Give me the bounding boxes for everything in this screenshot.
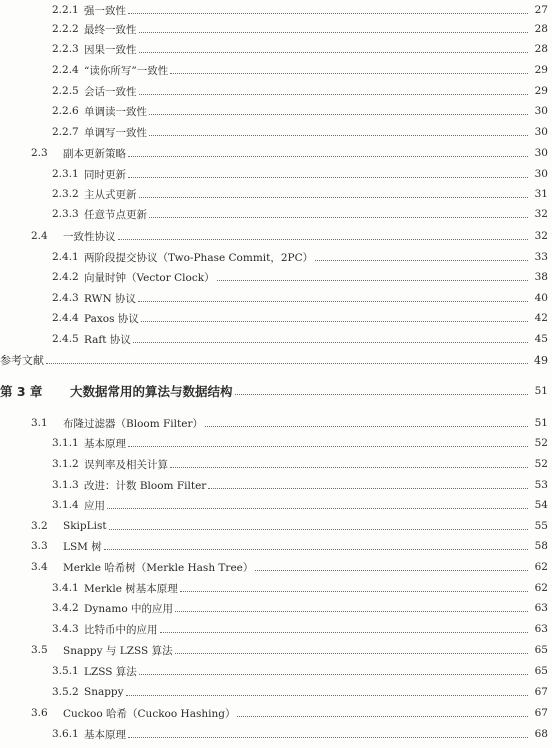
entry-page-number: 62 [534, 561, 548, 573]
entry-page-number: 31 [534, 188, 548, 200]
entry-title: LZSS 算法 [84, 665, 137, 678]
toc-entry [0, 0, 552, 20]
entry-page-number: 67 [534, 686, 548, 698]
entry-title: 两阶段提交协议（Two-Phase Commit，2PC） [84, 251, 314, 264]
dot-leader [237, 716, 528, 717]
toc-entry [0, 495, 552, 515]
entry-title: 副本更新策略 [63, 147, 126, 160]
dot-leader [126, 695, 528, 696]
dot-leader [104, 549, 528, 550]
entry-page-number: 55 [534, 520, 548, 532]
entry-page-number: 28 [534, 43, 548, 55]
entry-title: 单调写一致性 [84, 126, 147, 139]
dot-leader [109, 529, 528, 530]
dot-leader [149, 217, 528, 218]
toc-entry [0, 536, 552, 556]
toc-entry [0, 475, 552, 495]
dot-leader [139, 94, 529, 95]
entry-page-number: 63 [534, 623, 548, 635]
entry-title: Cuckoo 哈希（Cuckoo Hashing） [63, 707, 236, 720]
dot-leader [139, 32, 529, 33]
dot-leader [217, 280, 528, 281]
dot-leader [255, 570, 528, 571]
dot-leader [107, 508, 528, 509]
entry-number: 3.5.2 [52, 686, 79, 698]
toc-entry [0, 122, 552, 142]
entry-number: 2.3.1 [52, 168, 79, 180]
entry-title: 基本原理 [84, 437, 126, 450]
entry-number: 3.1 [31, 417, 48, 429]
entry-number: 第 3 章 [0, 384, 43, 399]
entry-page-number: 67 [534, 707, 548, 719]
entry-page-number: 30 [534, 168, 548, 180]
toc-entry [0, 724, 552, 744]
toc-entry [0, 60, 552, 80]
entry-title: 任意节点更新 [84, 208, 147, 221]
entry-title: 最终一致性 [84, 23, 137, 36]
toc-entry [0, 578, 552, 598]
entry-number: 2.2.6 [52, 105, 79, 117]
entry-title: Dynamo 中的应用 [84, 602, 173, 615]
entry-number: 2.4.4 [52, 312, 79, 324]
entry-page-number: 29 [534, 64, 548, 76]
entry-page-number: 52 [534, 458, 548, 470]
dot-leader [175, 611, 528, 612]
toc-entry [0, 288, 552, 308]
dot-leader [139, 197, 529, 198]
dot-leader [180, 591, 528, 592]
entry-title: LSM 树 [63, 540, 102, 553]
entry-number: 3.1.2 [52, 458, 79, 470]
entry-title: Merkle 树基本原理 [84, 582, 178, 595]
entry-number: 2.3.2 [52, 188, 79, 200]
toc-entry [0, 101, 552, 121]
entry-title: 同时更新 [84, 168, 126, 181]
dot-leader [118, 239, 529, 240]
dot-leader [138, 301, 528, 302]
entry-page-number: 58 [534, 540, 548, 552]
toc-entry [0, 557, 552, 577]
entry-page-number: 52 [534, 437, 548, 449]
dot-leader [149, 114, 528, 115]
entry-page-number: 65 [534, 644, 548, 656]
entry-number: 3.2 [31, 520, 48, 532]
entry-title: 一致性协议 [63, 230, 116, 243]
entry-page-number: 49 [534, 353, 548, 367]
entry-page-number: 45 [534, 333, 548, 345]
dot-leader [315, 260, 528, 261]
entry-title: 大数据常用的算法与数据结构 [70, 384, 233, 399]
entry-number: 3.3 [31, 540, 48, 552]
entry-page-number: 33 [534, 251, 548, 263]
toc-entry [0, 267, 552, 287]
entry-number: 3.4.1 [52, 582, 79, 594]
entry-title: Merkle 哈希树（Merkle Hash Tree） [63, 561, 254, 574]
toc-entry [0, 413, 552, 433]
dot-leader [128, 737, 528, 738]
dot-leader [128, 446, 528, 447]
dot-leader [205, 426, 528, 427]
entry-title: Raft 协议 [84, 333, 131, 346]
entry-title: 比特币中的应用 [84, 623, 158, 636]
entry-number: 2.4.5 [52, 333, 79, 345]
dot-leader [141, 321, 528, 322]
toc-entry [0, 81, 552, 101]
toc-entry [0, 308, 552, 328]
entry-title: 会话一致性 [84, 85, 137, 98]
entry-title: Paxos 协议 [84, 312, 139, 325]
toc-entry [0, 329, 552, 349]
toc-entry [0, 247, 552, 267]
toc-entry [0, 226, 552, 246]
toc-entry [0, 350, 552, 370]
dot-leader [149, 135, 528, 136]
dot-leader [128, 177, 528, 178]
toc-entry [0, 661, 552, 681]
entry-page-number: 62 [534, 582, 548, 594]
entry-page-number: 53 [534, 479, 548, 491]
entry-title: 应用 [84, 499, 105, 512]
chapter-entry [0, 381, 552, 401]
entry-page-number: 32 [534, 230, 548, 242]
entry-title: 改进：计数 Bloom Filter [84, 479, 207, 492]
dot-leader [139, 52, 529, 53]
toc-entry [0, 640, 552, 660]
dot-leader [235, 394, 528, 395]
entry-number: 2.3.3 [52, 208, 79, 220]
entry-number: 2.2.4 [52, 64, 79, 76]
toc-entry [0, 143, 552, 163]
entry-page-number: 51 [534, 385, 548, 397]
dot-leader [128, 156, 528, 157]
entry-title: 向量时钟（Vector Clock） [84, 271, 215, 284]
entry-number: 2.2.1 [52, 4, 79, 16]
entry-title: 基本原理 [84, 728, 126, 741]
entry-title: SkipList [63, 520, 107, 532]
entry-number: 2.4.3 [52, 292, 79, 304]
entry-page-number: 65 [534, 665, 548, 677]
entry-number: 2.4 [31, 230, 48, 242]
toc-entry [0, 204, 552, 224]
entry-page-number: 38 [534, 271, 548, 283]
entry-title: 强一致性 [84, 4, 126, 17]
dot-leader [175, 653, 528, 654]
dot-leader [139, 674, 528, 675]
entry-number: 2.2.7 [52, 126, 79, 138]
entry-page-number: 29 [534, 85, 548, 97]
entry-title: Snappy 与 LZSS 算法 [63, 644, 173, 657]
entry-page-number: 63 [534, 602, 548, 614]
entry-title: 主从式更新 [84, 188, 137, 201]
entry-page-number: 27 [534, 4, 548, 16]
toc-entry [0, 598, 552, 618]
toc-entry [0, 19, 552, 39]
entry-number: 3.1.4 [52, 499, 79, 511]
entry-page-number: 51 [534, 417, 548, 429]
toc-entry [0, 454, 552, 474]
entry-number: 3.4 [31, 561, 48, 573]
entry-number: 3.1.3 [52, 479, 79, 491]
entry-title: 布隆过滤器（Bloom Filter） [63, 417, 203, 430]
entry-page-number: 30 [534, 105, 548, 117]
entry-title: 误判率及相关计算 [84, 458, 168, 471]
dot-leader [160, 632, 529, 633]
entry-title: “读你所写”一致性 [84, 64, 169, 77]
dot-leader [170, 73, 528, 74]
entry-number: 3.5.1 [52, 665, 79, 677]
entry-page-number: 68 [534, 728, 548, 740]
entry-number: 2.2.2 [52, 23, 79, 35]
dot-leader [208, 488, 528, 489]
entry-number: 2.3 [31, 147, 48, 159]
entry-number: 3.6.1 [52, 728, 79, 740]
entry-page-number: 30 [534, 147, 548, 159]
entry-title: RWN 协议 [84, 292, 136, 305]
entry-number: 3.4.2 [52, 602, 79, 614]
entry-number: 2.4.2 [52, 271, 79, 283]
dot-leader [128, 13, 528, 14]
toc-entry [0, 516, 552, 536]
toc-entry [0, 703, 552, 723]
toc-entry [0, 184, 552, 204]
dot-leader [170, 467, 528, 468]
entry-title: 参考文献 [0, 354, 44, 367]
entry-number: 3.5 [31, 644, 48, 656]
entry-page-number: 42 [534, 312, 548, 324]
entry-page-number: 30 [534, 126, 548, 138]
entry-number: 3.4.3 [52, 623, 79, 635]
entry-page-number: 28 [534, 23, 548, 35]
entry-title: 因果一致性 [84, 43, 137, 56]
toc-entry [0, 433, 552, 453]
entry-number: 2.2.5 [52, 85, 79, 97]
dot-leader [133, 342, 528, 343]
entry-title: Snappy [84, 686, 124, 698]
dot-leader [46, 363, 528, 364]
entry-page-number: 32 [534, 208, 548, 220]
toc-entry [0, 682, 552, 702]
entry-number: 2.4.1 [52, 251, 79, 263]
entry-page-number: 40 [534, 292, 548, 304]
toc-entry [0, 164, 552, 184]
entry-number: 3.1.1 [52, 437, 79, 449]
entry-title: 单调读一致性 [84, 105, 147, 118]
entry-page-number: 54 [534, 499, 548, 511]
toc-entry [0, 619, 552, 639]
toc-entry [0, 39, 552, 59]
entry-number: 2.2.3 [52, 43, 79, 55]
entry-number: 3.6 [31, 707, 48, 719]
